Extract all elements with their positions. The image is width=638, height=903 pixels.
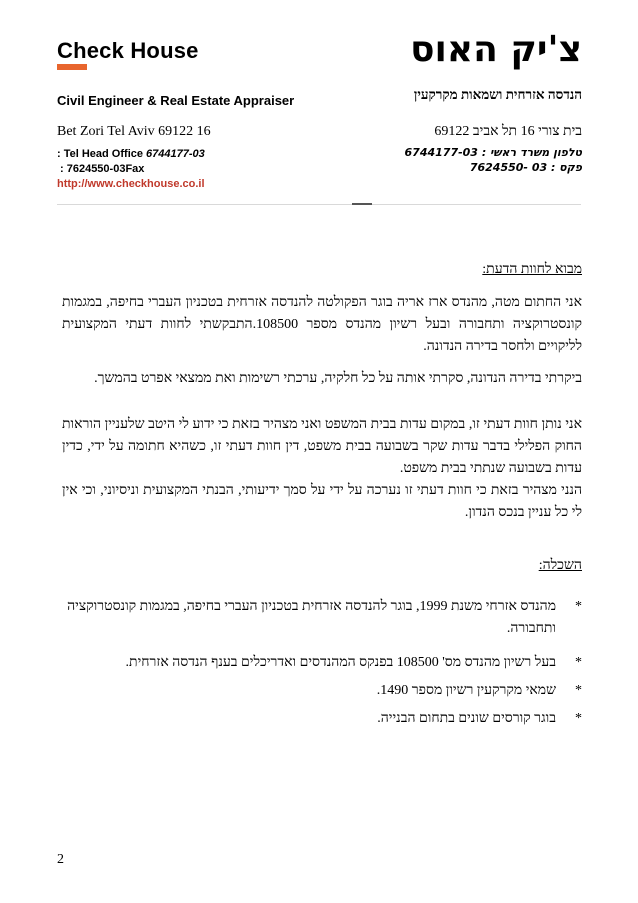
education-item	[62, 652, 582, 674]
address-hebrew: בית צורי 16 תל אביב 69122	[434, 124, 582, 139]
bullet-star-icon: *	[575, 655, 582, 670]
intro-paragraph-1-text: אני החתום מטה, מהנדס ארז אריה בוגר הפקולטה להנדסה אזרחית בטכניון העברי בחיפה, במגמות קונסטרוקציה ותחבורה ובעל רשיון מהנדס מספר 108500.התבקשתי לחוות דעתי המקצועית לליקויים ולחסר בדירה הנדונה.	[62, 295, 582, 354]
page-number: 2	[57, 852, 64, 867]
education-item-text: בוגר קורסים שונים בתחום הבנייה.	[377, 711, 556, 726]
phone-english	[57, 148, 205, 160]
website-link[interactable]: http://www.checkhouse.co.il	[57, 178, 205, 190]
intro-paragraph-3	[62, 414, 582, 524]
fax-hebrew: פקס : 03 -7624550	[469, 161, 582, 174]
education-item-text: שמאי מקרקעין רשיון מספר 1490.	[376, 683, 556, 698]
intro-paragraph-3-declaration: הנני מצהיר בזאת כי חוות דעתי זו נערכה על ידי על סמך ידיעותי, הבנתי המקצועית וניסיוני, וכי אין לי כל עניין בנכס הנדון.	[62, 483, 582, 520]
bullet-star-icon: *	[575, 599, 582, 614]
bullet-star-icon: *	[575, 711, 582, 726]
intro-paragraph-2	[62, 368, 582, 390]
intro-paragraph-1	[62, 292, 582, 358]
phone-label-hebrew: טלפון משרד ראשי :	[481, 146, 582, 159]
tagline-english: Civil Engineer & Real Estate Appraiser	[57, 93, 295, 108]
phone-number-english: 6744177-03	[146, 148, 205, 160]
education-item	[62, 708, 582, 730]
brand-name-hebrew: צ'יק האוס	[410, 29, 582, 70]
header-divider	[57, 204, 581, 205]
address-english: Bet Zori Tel Aviv 69122 16	[57, 124, 211, 139]
bullet-star-icon: *	[575, 683, 582, 698]
header-divider-mark	[352, 203, 372, 205]
brand-accent-bar	[57, 64, 87, 70]
phone-number-hebrew: 6744177-03	[404, 146, 478, 159]
education-item	[62, 680, 582, 702]
fax-english: : 7624550-03Fax	[60, 163, 145, 175]
education-item	[62, 596, 582, 640]
intro-paragraph-3-text: אני נותן חוות דעתי זו, במקום עדות בבית המשפט ואני מצהיר בזאת כי ידוע לי היטב שלעניין הוראות החוק הפלילי בדבר עדות שקר בשבועה בבית משפט, דין חוות דעתי זו, כשהיא חתומה על ידי, כדין עדות בשבועה שנתתי בבית משפט.	[62, 417, 582, 476]
intro-title: מבוא לחוות הדעת:	[482, 262, 582, 277]
education-item-text: מהנדס אזרחי משנת 1999, בוגר להנדסה אזרחית בטכניון העברי בחיפה, במגמות קונסטרוקציה ותחבורה.	[67, 599, 556, 636]
phone-label-english: : Tel Head Office	[57, 148, 143, 160]
phone-hebrew	[405, 146, 582, 159]
education-title: השכלה:	[538, 558, 582, 573]
intro-paragraph-2-text: ביקרתי בדירה הנדונה, סקרתי אותה על כל חלקיה, ערכתי רשימות ואת ממצאי אפרט בהמשך.	[94, 371, 582, 386]
education-item-text: בעל רשיון מהנדס מס' 108500 בפנקס המהנדסים ואדריכלים בענף הנדסה אזרחית.	[125, 655, 556, 670]
tagline-hebrew: הנדסה אזרחית ושמאות מקרקעין	[413, 87, 582, 102]
brand-name-english: Check House	[57, 38, 199, 63]
